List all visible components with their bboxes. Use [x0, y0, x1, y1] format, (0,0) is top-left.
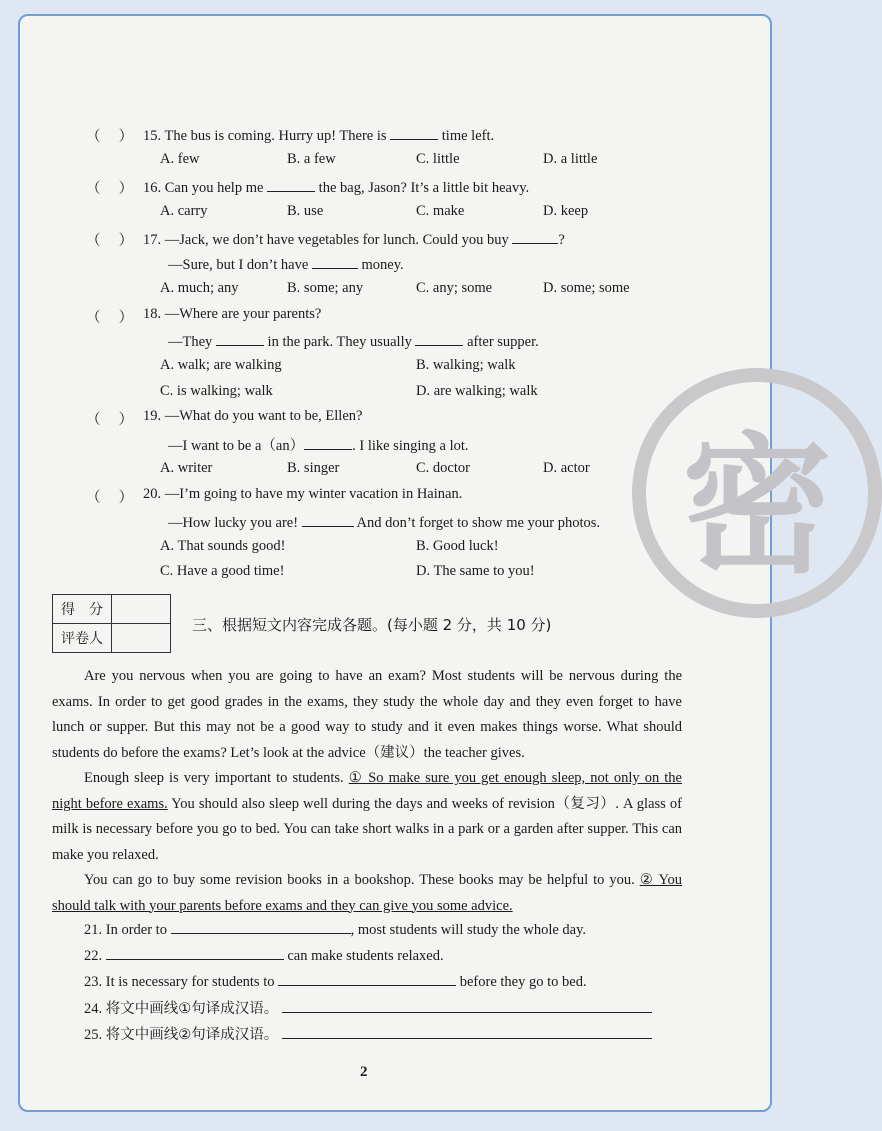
q18-option-b[interactable]: B. walking; walk [416, 357, 516, 373]
q16-option-b[interactable]: B. use [287, 203, 324, 219]
q18-line2: —They in the park. They usually after supper. [168, 331, 539, 351]
exam-page [18, 14, 832, 1112]
q16-paren[interactable]: （ ） [86, 181, 134, 197]
q20-option-b[interactable]: B. Good luck! [416, 538, 499, 554]
q16-option-d[interactable]: D. keep [543, 203, 589, 219]
passage-paragraph-2: Enough sleep is very important to students. ① So make sure you get enough sleep, not only on the night before exams. You should also sleep well during the days and weeks of revision（复习）. A glass of milk is necessary before you go to bed. You can take short walks in a park or a garden after supper. This can make you relaxed. [52, 770, 682, 863]
q23: 23. It is necessary for students to before they go to bed. [84, 971, 587, 991]
q15-option-d[interactable]: D. a little [543, 151, 598, 167]
section3-title: 三、根据短文内容完成各题。(每小题 2 分，共 10 分) [192, 616, 552, 634]
q20-line2: —How lucky you are! And don’t forget to show me your photos. [168, 512, 600, 532]
q17-line2: —Sure, but I don’t have money. [168, 254, 404, 274]
q24: 24. 将文中画线①句译成汉语。 [84, 997, 652, 1018]
q15-option-b[interactable]: B. a few [287, 151, 336, 167]
q17-option-c[interactable]: C. any; some [416, 280, 493, 296]
q15-stem: 15. The bus is coming. Hurry up! There is time left. [143, 125, 494, 145]
page-content [20, 16, 774, 1114]
q20-option-d[interactable]: D. The same to you! [416, 563, 535, 579]
grader-label: 评卷人 [53, 624, 112, 653]
q16-option-a[interactable]: A. carry [160, 203, 208, 219]
seal-char: 密 [681, 420, 832, 594]
q17-stem: 17. —Jack, we don’t have vegetables for lunch. Could you buy ? [143, 229, 565, 249]
q20-stem: 20. —I’m going to have my winter vacation in Hainan. [143, 486, 463, 502]
page-number: 2 [360, 1064, 368, 1080]
q17-option-a[interactable]: A. much; any [160, 280, 239, 296]
score-label: 得 分 [53, 595, 112, 624]
score-table [52, 594, 171, 653]
q18-paren[interactable]: （ ） [86, 310, 134, 326]
q16-option-c[interactable]: C. make [416, 203, 465, 219]
q17-option-d[interactable]: D. some; some [543, 280, 630, 296]
q24-blank[interactable] [282, 998, 652, 1013]
q19-paren[interactable]: （ ） [86, 412, 134, 428]
q19-option-d[interactable]: D. actor [543, 460, 590, 476]
q20-paren[interactable]: （ ） [86, 490, 134, 506]
q22: 22. can make students relaxed. [84, 945, 444, 965]
q19-line2: —I want to be a（an） . I like singing a lot. [168, 434, 469, 455]
q19-stem: 19. —What do you want to be, Ellen? [143, 408, 363, 424]
q21-blank[interactable] [171, 919, 351, 934]
q19-option-b[interactable]: B. singer [287, 460, 340, 476]
q16-stem: 16. Can you help me the bag, Jason? It’s a little bit heavy. [143, 177, 529, 197]
grader-cell[interactable] [112, 624, 171, 653]
q21: 21. In order to , most students will study the whole day. [84, 919, 586, 939]
passage-paragraph-3: You can go to buy some revision books in a bookshop. These books may be helpful to you. ② You should talk with your parents before exams and they can give you some advice. [52, 872, 682, 914]
q25-blank[interactable] [282, 1024, 652, 1039]
q20-option-a[interactable]: A. That sounds good! [160, 538, 286, 554]
q15-paren[interactable]: （ ） [86, 129, 134, 145]
q23-blank[interactable] [278, 971, 456, 986]
q22-blank[interactable] [106, 945, 284, 960]
underlined-sentence-1: ① So make sure you get enough sleep, not only on the night before exams. [52, 770, 682, 812]
q19-option-c[interactable]: C. doctor [416, 460, 470, 476]
q25: 25. 将文中画线②句译成汉语。 [84, 1023, 652, 1044]
q20-option-c[interactable]: C. Have a good time! [160, 563, 285, 579]
q18-option-d[interactable]: D. are walking; walk [416, 383, 538, 399]
underlined-sentence-2: ② You should talk with your parents before exams and they can give you some advice. [52, 872, 682, 914]
score-cell[interactable] [112, 595, 171, 624]
q15-option-c[interactable]: C. little [416, 151, 460, 167]
q18-option-a[interactable]: A. walk; are walking [160, 357, 282, 373]
q17-option-b[interactable]: B. some; any [287, 280, 364, 296]
q18-stem: 18. —Where are your parents? [143, 306, 322, 322]
q17-paren[interactable]: （ ） [86, 233, 134, 249]
q15-option-a[interactable]: A. few [160, 151, 200, 167]
q19-option-a[interactable]: A. writer [160, 460, 213, 476]
passage-paragraph-1: Are you nervous when you are going to have an exam? Most students will be nervous during the exams. In order to get good grades in the exams, they study the whole day and they even forget to have lunch or supper. But this may not be a good way to study and it even makes things worse. What should students do before the exams? Let’s look at the advice（建议）the teacher gives. [52, 668, 682, 761]
q18-option-c[interactable]: C. is walking; walk [160, 383, 273, 399]
